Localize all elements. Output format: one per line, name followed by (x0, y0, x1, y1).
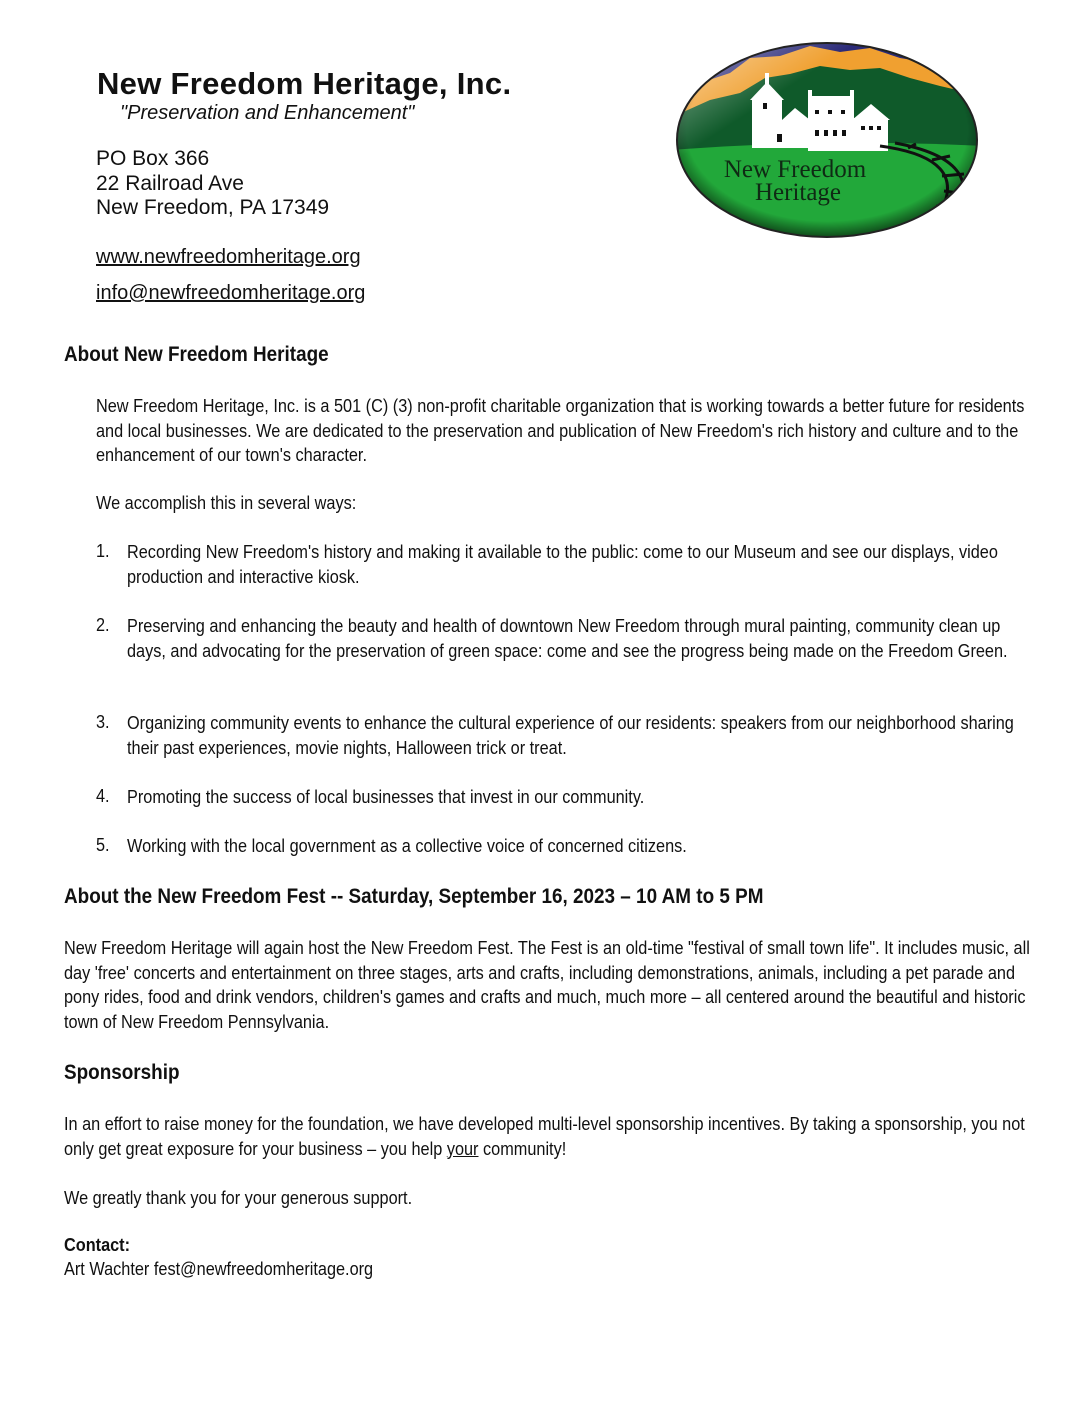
contact-email[interactable]: fest@newfreedomheritage.org (153, 1258, 374, 1279)
about-heading: About New Freedom Heritage (64, 343, 329, 366)
list-item-number: 5. (96, 834, 110, 855)
list-item: Working with the local government as a collective voice of concerned citizens. (127, 835, 687, 856)
website-link[interactable]: www.newfreedomheritage.org (96, 246, 361, 268)
list-item-number: 1. (96, 540, 110, 561)
sponsorship-paragraph (64, 1112, 1036, 1161)
about-paragraph: New Freedom Heritage, Inc. is a 501 (C) (3) non-profit charitable organization that is working towards a better future for residents and local businesses. We are dedicated to the preservation and publication of New Freedom's rich history and culture and to the enhancement of our town's character. (96, 395, 1025, 465)
list-item: Organizing community events to enhance the cultural experience of our residents: speakers from our neighborhood sharing their past experiences, movie nights, Halloween trick or treat. (127, 712, 1014, 758)
list-item: Promoting the success of local businesses that invest in our community. (127, 786, 645, 807)
sponsorship-text-after: community! (478, 1137, 567, 1159)
fest-paragraph: New Freedom Heritage will again host the New Freedom Fest. The Fest is an old-time "festival of small town life". It includes music, all day 'free' concerts and entertainment on three stages, arts and crafts, including demonstrations, animals, including a pet parade and pony rides, food and drink vendors, children's games and crafts and much, much more – all centered around the beautiful and historic town of New Freedom Pennsylvania. (64, 937, 1030, 1032)
sponsorship-heading: Sponsorship (64, 1061, 180, 1084)
contact-line (64, 1257, 1036, 1282)
fest-heading: About the New Freedom Fest -- Saturday, September 16, 2023 – 10 AM to 5 PM (64, 885, 764, 908)
address-street: 22 Railroad Ave (96, 172, 244, 195)
email-link[interactable]: info@newfreedomheritage.org (96, 282, 366, 304)
sponsorship-emphasis: your (446, 1137, 479, 1159)
organization-logo (670, 38, 985, 243)
thanks-text: We greatly thank you for your generous support. (64, 1187, 413, 1208)
list-item: Recording New Freedom's history and making it available to the public: come to our Museum and see our displays, video production and interactive kiosk. (127, 541, 998, 587)
about-intro: We accomplish this in several ways: (96, 492, 357, 513)
address-city: New Freedom, PA 17349 (96, 196, 330, 219)
contact-name: Art Wachter (64, 1258, 150, 1279)
list-item: Preserving and enhancing the beauty and health of downtown New Freedom through mural painting, community clean up days, and advocating for the preservation of green space: come and see the progress being made on the Freedom Green. (127, 615, 1008, 661)
list-item-number: 4. (96, 785, 110, 806)
list-item-number: 2. (96, 614, 110, 635)
address-po-box: PO Box 366 (96, 147, 210, 170)
organization-name: New Freedom Heritage, Inc. (97, 66, 512, 101)
list-item-number: 3. (96, 711, 110, 732)
sponsorship-text-before: In an effort to raise money for the foundation, we have developed multi-level sponsorship incentives. By taking a sponsorship, you not only get great exposure for your business – you help (64, 1113, 1025, 1159)
tagline: "Preservation and Enhancement" (120, 102, 415, 124)
contact-label: Contact: (64, 1234, 131, 1255)
